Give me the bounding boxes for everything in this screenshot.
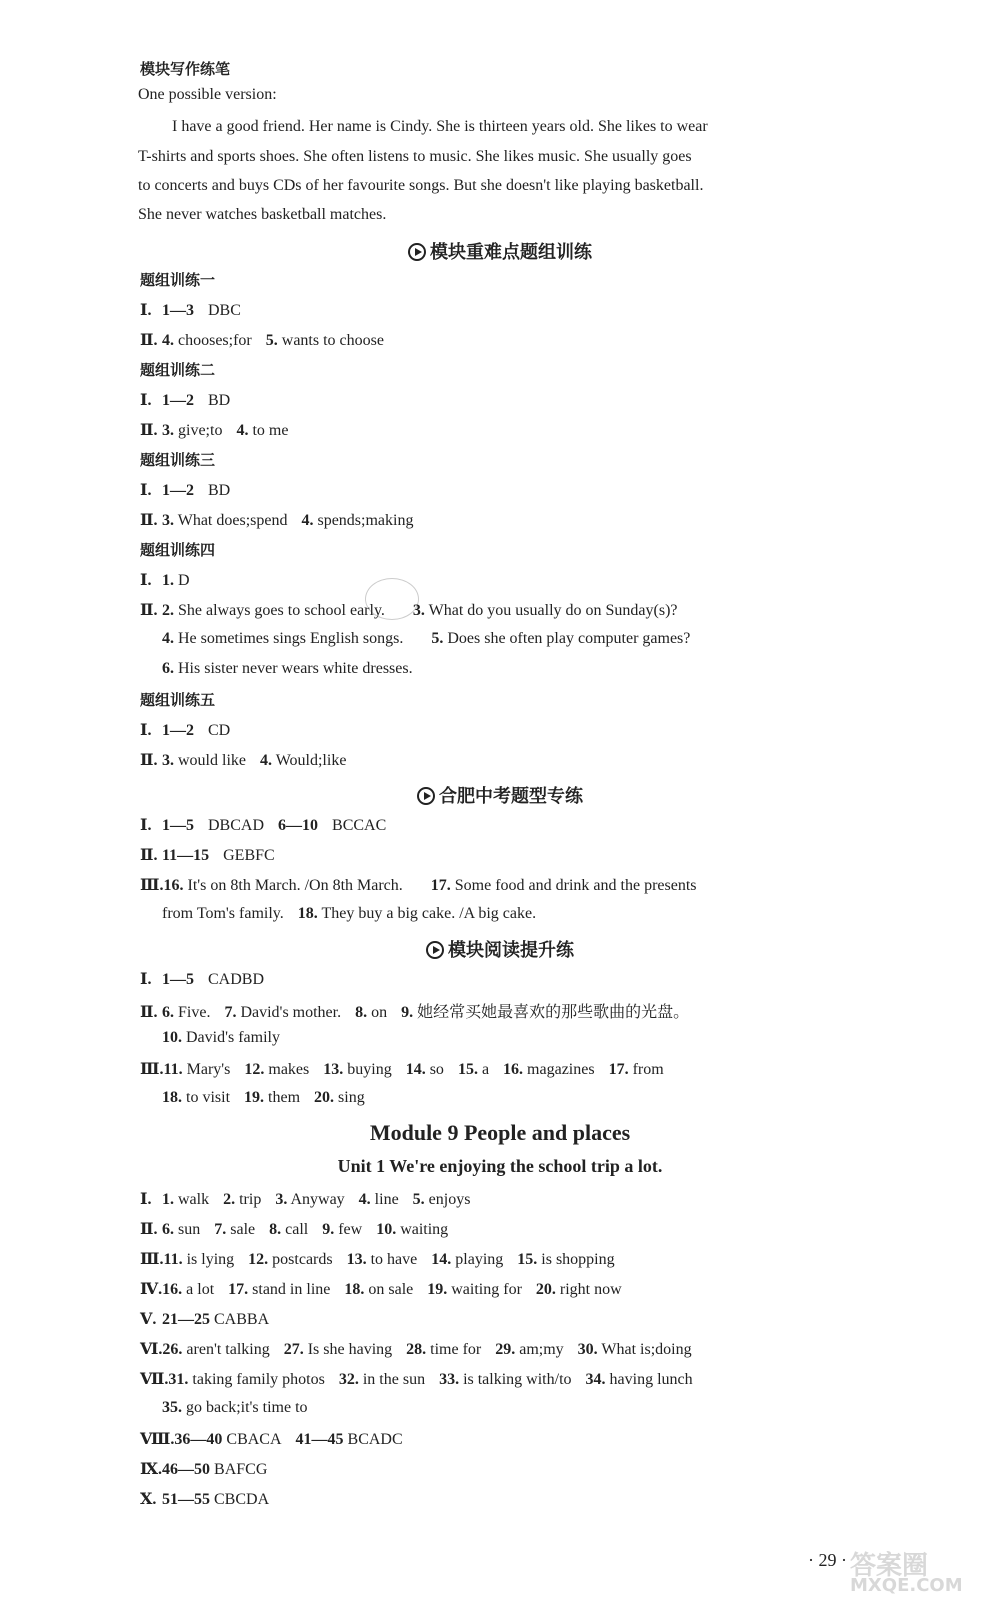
play-circle-icon <box>417 787 435 805</box>
answer-row: Ⅰ. 1—2 CD <box>140 722 231 739</box>
answer-row: Ⅱ. 11—15 GEBFC <box>140 847 275 864</box>
answer-row: Ⅰ. 1—2 BD <box>140 392 231 409</box>
answer-row: Ⅳ.16. a lot 17. stand in line 18. on sale 19. waiting for 20. right now <box>140 1281 622 1298</box>
writing-line: She never watches basketball matches. <box>138 206 387 223</box>
writing-intro: One possible version: <box>138 86 277 103</box>
answer-row: 4. He sometimes sings English songs. 5. Does she often play computer games? <box>162 630 691 647</box>
answer-row: Ⅱ. 3. give;to 4. to me <box>140 422 289 439</box>
writing-line: I have a good friend. Her name is Cindy. She is thirteen years old. She likes to wear <box>172 118 708 135</box>
answer-row: 18. to visit 19. them 20. sing <box>162 1089 365 1106</box>
answer-row: Ⅸ.46—50 BAFCG <box>140 1461 268 1478</box>
answer-row: Ⅴ. 21—25 CABBA <box>140 1311 270 1328</box>
answer-row: Ⅰ. 1. walk 2. trip 3. Anyway 4. line 5. enjoys <box>140 1191 471 1208</box>
answer-row: Ⅰ. 1—3 DBC <box>140 302 241 319</box>
answer-row: Ⅲ.11. is lying 12. postcards 13. to have 14. playing 15. is shopping <box>140 1251 615 1268</box>
watermark-logo: 答案圈 <box>850 1551 929 1581</box>
group-title: 题组训练二 <box>140 361 216 379</box>
answer-row: from Tom's family. 18. They buy a big cake. /A big cake. <box>162 905 537 922</box>
play-circle-icon <box>426 941 444 959</box>
section-heading-reading: 模块阅读提升练 <box>0 936 1000 962</box>
group-title: 题组训练三 <box>140 451 216 469</box>
answer-row: Ⅰ. 1. D <box>140 572 190 589</box>
answer-row: 10. David's family <box>162 1029 280 1046</box>
writing-line: T-shirts and sports shoes. She often listens to music. She likes music. She usually goes <box>138 148 692 165</box>
answer-row: Ⅰ. 1—5 DBCAD 6—10 BCCAC <box>140 817 387 834</box>
answer-row: Ⅱ. 4. chooses;for 5. wants to choose <box>140 332 384 349</box>
answer-row: 35. go back;it's time to <box>162 1399 308 1416</box>
answer-row: Ⅱ. 6. sun 7. sale 8. call 9. few 10. waiting <box>140 1221 449 1238</box>
group-title: 题组训练四 <box>140 541 216 559</box>
writing-heading: 模块写作练笔 <box>140 60 231 78</box>
answer-row: Ⅱ. 2. She always goes to school early. 3. What do you usually do on Sunday(s)? <box>140 602 678 619</box>
answer-row: Ⅱ. 6. Five. 7. David's mother. 8. on 9. 她经常买她最喜欢的那些歌曲的光盘。 <box>140 1004 690 1021</box>
group-title: 题组训练一 <box>140 271 216 289</box>
answer-row: Ⅰ. 1—2 BD <box>140 482 231 499</box>
group-title: 题组训练五 <box>140 691 216 709</box>
writing-line: to concerts and buys CDs of her favourite songs. But she doesn't like playing basketball. <box>138 177 704 194</box>
watermark-url: MXQE.COM <box>850 1575 963 1596</box>
section-heading-hefei: 合肥中考题型专练 <box>0 782 1000 808</box>
answer-row: Ⅲ.16. It's on 8th March. /On 8th March. 17. Some food and drink and the presents <box>140 877 697 894</box>
page-number: · 29 · <box>808 1550 847 1570</box>
answer-row: Ⅰ. 1—5 CADBD <box>140 971 265 988</box>
module-title: Module 9 People and places <box>369 1120 631 1145</box>
answer-row: Ⅵ.26. aren't talking 27. Is she having 28. time for 29. am;my 30. What is;doing <box>140 1341 692 1358</box>
answer-row: 6. His sister never wears white dresses. <box>162 660 413 677</box>
answer-row: Ⅹ. 51—55 CBCDA <box>140 1491 270 1508</box>
answer-row: Ⅱ. 3. What does;spend 4. spends;making <box>140 512 414 529</box>
answer-row: Ⅶ.31. taking family photos 32. in the sun 33. is talking with/to 34. having lunch <box>140 1371 693 1388</box>
play-circle-icon <box>408 243 426 261</box>
section-heading-key-points: 模块重难点题组训练 <box>0 238 1000 264</box>
unit-title: Unit 1 We're enjoying the school trip a lot. <box>337 1156 663 1176</box>
answer-row: Ⅱ. 3. would like 4. Would;like <box>140 752 347 769</box>
answer-row: Ⅷ.36—40 CBACA 41—45 BCADC <box>140 1431 403 1448</box>
answer-row: Ⅲ.11. Mary's 12. makes 13. buying 14. so 15. a 16. magazines 17. from <box>140 1061 664 1078</box>
